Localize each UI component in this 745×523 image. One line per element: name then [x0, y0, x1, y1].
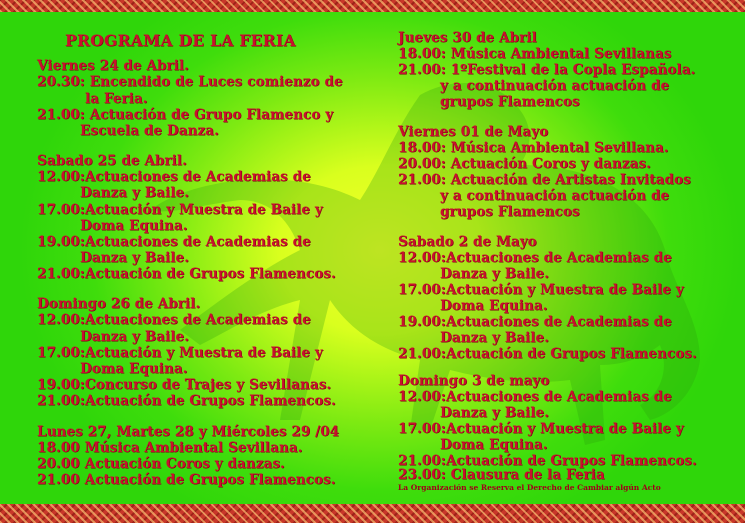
- event-line: Danza y Baile.: [440, 266, 550, 282]
- event-line: grupos Flamencos: [440, 204, 580, 220]
- event-line: 18.00 Música Ambiental Sevillana.: [37, 440, 303, 456]
- event-line: Danza y Baile.: [80, 185, 190, 201]
- event-line: 21.00:Actuación de Grupos Flamencos.: [37, 393, 336, 409]
- day-heading: Domingo 26 de Abril.: [37, 296, 201, 312]
- day-heading: Domingo 3 de mayo: [398, 373, 550, 389]
- event-line: 20.00 Actuación Coros y danzas.: [37, 456, 285, 472]
- event-line: 21.00: 1ºFestival de la Copla Española.: [398, 62, 696, 78]
- event-line: la Feria.: [85, 91, 148, 107]
- page-title: PROGRAMA DE LA FERIA: [65, 31, 296, 50]
- event-line: Doma Equina.: [80, 361, 188, 377]
- event-line: grupos Flamencos: [440, 94, 580, 110]
- event-line: y a continuación actuación de: [440, 188, 670, 204]
- event-line: 18.00: Música Ambiental Sevillanas: [398, 46, 672, 62]
- event-line: Doma Equina.: [80, 218, 188, 234]
- day-heading: Viernes 24 de Abril.: [37, 58, 189, 74]
- event-line: 21.00:Actuación de Grupos Flamencos.: [398, 346, 697, 362]
- event-line: 19.00:Actuaciones de Academias de: [398, 314, 672, 330]
- event-line: 21.00: Actuación de Artistas Invitados: [398, 172, 691, 188]
- day-heading: Viernes 01 de Mayo: [398, 124, 549, 140]
- event-line: 19.00:Concurso de Trajes y Sevillanas.: [37, 377, 332, 393]
- event-line: 12.00:Actuaciones de Academias de: [37, 312, 311, 328]
- event-line: Danza y Baile.: [80, 329, 190, 345]
- event-line: 21.00: Actuación de Grupo Flamenco y: [37, 107, 334, 123]
- event-line: 12.00:Actuaciones de Academias de: [37, 169, 311, 185]
- event-line: 21.00 Actuación de Grupos Flamencos.: [37, 472, 336, 488]
- event-line: 12.00:Actuaciones de Academias de: [398, 389, 672, 405]
- event-line: Danza y Baile.: [440, 405, 550, 421]
- event-line: Danza y Baile.: [80, 250, 190, 266]
- event-line: 17.00:Actuación y Muestra de Baile y: [398, 421, 684, 437]
- event-line: 18.00: Música Ambiental Sevillana.: [398, 140, 669, 156]
- event-line: 21.00:Actuación de Grupos Flamencos.: [398, 453, 697, 469]
- event-line: 19.00:Actuaciones de Academias de: [37, 234, 311, 250]
- event-line: Danza y Baile.: [440, 330, 550, 346]
- event-line: 12.00:Actuaciones de Academias de: [398, 250, 672, 266]
- event-line: 20.00: Actuación Coros y danzas.: [398, 156, 651, 172]
- day-heading: Sabado 25 de Abril.: [37, 153, 187, 169]
- event-line: y a continuación actuación de: [440, 78, 670, 94]
- event-line: 17.00:Actuación y Muestra de Baile y: [398, 282, 684, 298]
- event-line: 23.00: Clausura de la Feria: [398, 467, 605, 483]
- event-line: Doma Equina.: [440, 437, 548, 453]
- event-line: 17.00:Actuación y Muestra de Baile y: [37, 202, 323, 218]
- day-heading: Sabado 2 de Mayo: [398, 234, 537, 250]
- day-heading: Lunes 27, Martes 28 y Miércoles 29 /04: [37, 424, 340, 440]
- day-heading: Jueves 30 de Abril: [398, 30, 537, 46]
- event-line: Doma Equina.: [440, 298, 548, 314]
- event-line: Escuela de Danza.: [80, 123, 219, 139]
- footer-note: La Organización se Reserva el Derecho de Cambiar algún Acto: [398, 483, 661, 492]
- event-line: 21.00:Actuación de Grupos Flamencos.: [37, 266, 336, 282]
- event-line: 20.30: Encendido de Luces comienzo de: [37, 74, 343, 90]
- event-line: 17.00:Actuación y Muestra de Baile y: [37, 345, 323, 361]
